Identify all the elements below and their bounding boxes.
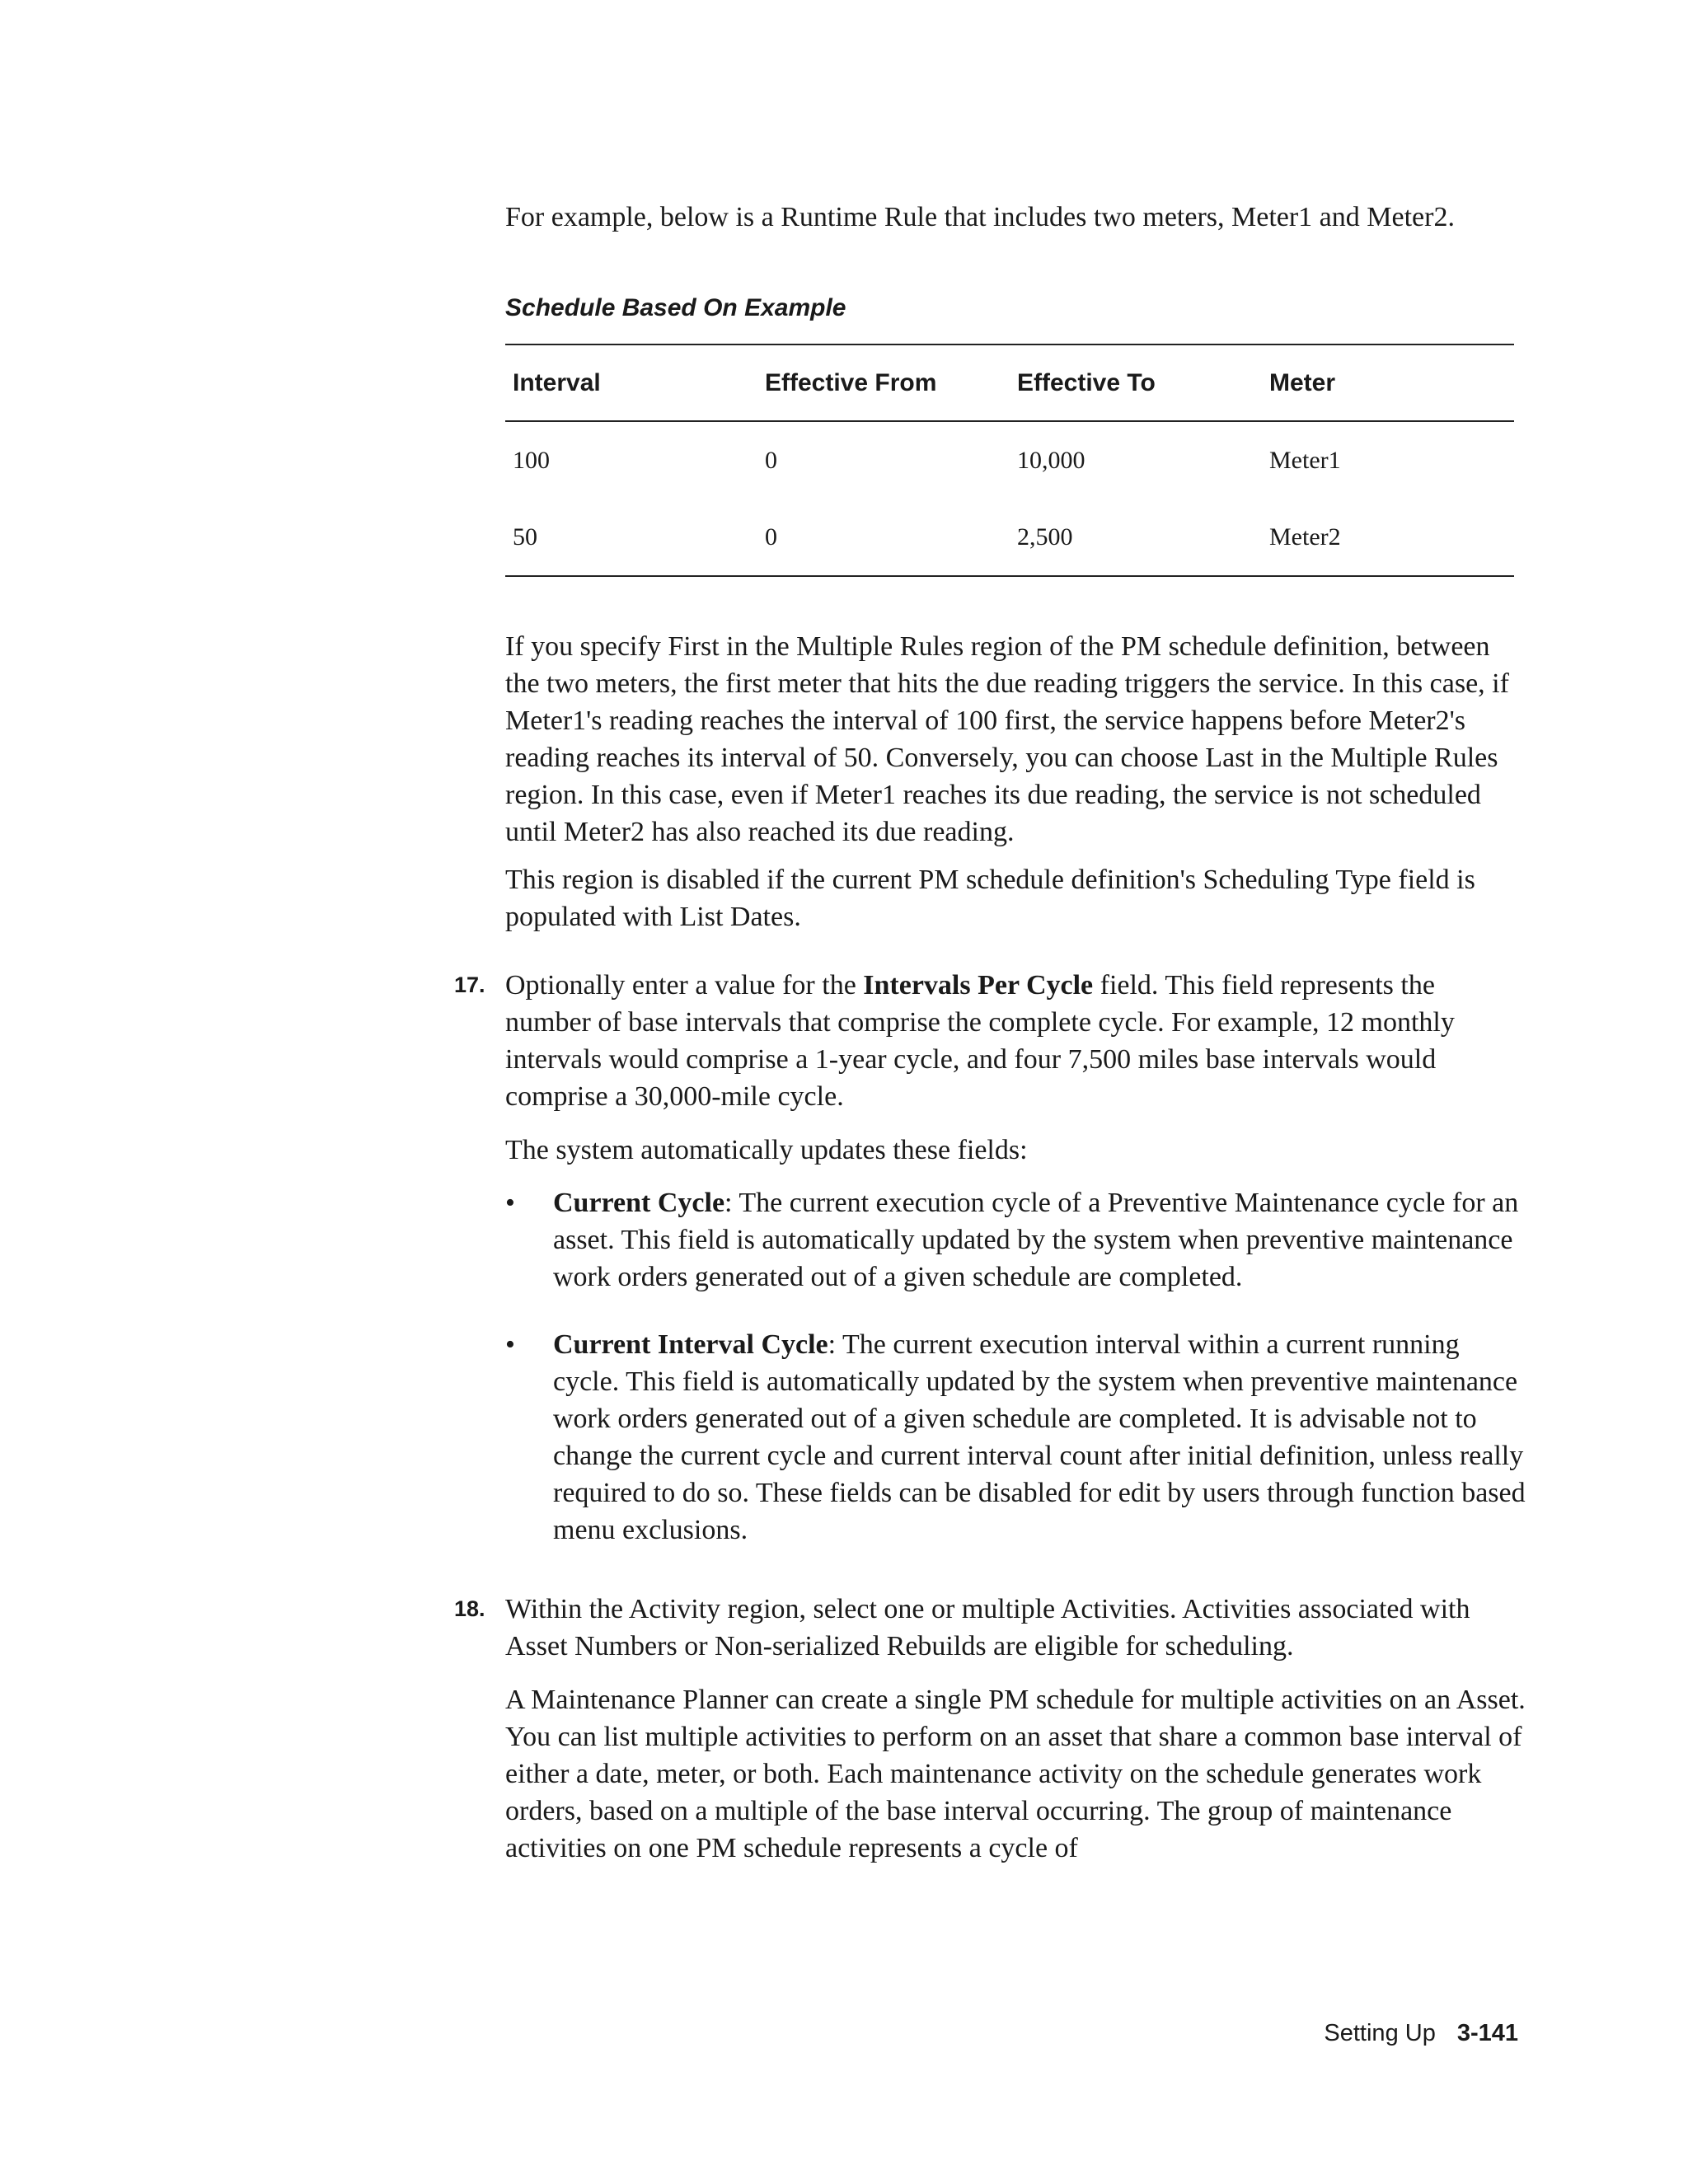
cell-meter: Meter1 bbox=[1269, 446, 1341, 474]
cell-effective-from: 0 bbox=[765, 446, 777, 474]
list-item bbox=[505, 1326, 1526, 1549]
page-footer bbox=[1324, 2020, 1518, 2047]
cell-effective-from: 0 bbox=[765, 523, 777, 551]
table-caption: Schedule Based On Example bbox=[505, 294, 846, 321]
column-header-interval: Interval bbox=[513, 368, 601, 396]
disabled-note-paragraph: This region is disabled if the current PM schedule definition's Scheduling Type field is populated with List Dates. bbox=[505, 865, 1475, 932]
step-17-text-after: field. This field represents the number of base intervals that comprise the complete cycle. For example, 12 monthly intervals would comprise a 1-year cycle, and four 7,500 miles base intervals would comprise a 30,000-mile cycle. bbox=[505, 970, 1455, 1112]
table-row bbox=[505, 499, 1514, 575]
cell-effective-to: 2,500 bbox=[1017, 523, 1073, 551]
bullet-term: Current Interval Cycle bbox=[553, 1329, 828, 1360]
bullet-text: : The current execution interval within a current running cycle. This field is automatically updated by the system when preventive maintenance work orders generated out of a given schedule are completed. It is advisable not to change the current cycle and current interval count after initial definition, unless really required to do so. These fields can be disabled for edit by users through function based menu exclusions. bbox=[553, 1329, 1526, 1545]
footer-section-title: Setting Up bbox=[1324, 2020, 1436, 2046]
intro-paragraph: For example, below is a Runtime Rule that includes two meters, Meter1 and Meter2. bbox=[505, 202, 1455, 232]
column-header-effective-to: Effective To bbox=[1017, 368, 1156, 396]
cell-meter: Meter2 bbox=[1269, 523, 1341, 551]
table-header-row bbox=[505, 345, 1514, 422]
step-18 bbox=[454, 1591, 1527, 1665]
auto-update-paragraph: The system automatically updates these fields: bbox=[505, 1135, 1028, 1165]
bullet-term: Current Cycle bbox=[553, 1188, 725, 1218]
column-header-effective-from: Effective From bbox=[765, 368, 937, 396]
bullet-icon: • bbox=[505, 1188, 515, 1218]
step-number: 18. bbox=[454, 1596, 485, 1621]
bullet-icon: • bbox=[505, 1329, 515, 1360]
multiple-rules-paragraph: If you specify First in the Multiple Rules region of the PM schedule definition, between the two meters, the first meter that hits the due reading triggers the service. In this case, if Meter1's reading reaches the interval of 100 first, the service happens before Meter2's reading reaches its interval of 50. Conversely, you can choose Last in the Multiple Rules region. In this case, even if Meter1 reaches its due reading, the service is not scheduled until Meter2 has also reached its due reading. bbox=[505, 631, 1509, 847]
cell-effective-to: 10,000 bbox=[1017, 446, 1085, 474]
step-number: 17. bbox=[454, 972, 485, 997]
intervals-per-cycle-field-name: Intervals Per Cycle bbox=[863, 970, 1094, 1001]
table-row bbox=[505, 422, 1514, 499]
step-18-text: Within the Activity region, select one or multiple Activities. Activities associated with Asset Numbers or Non-serialized Rebuilds are eligible for scheduling. bbox=[505, 1594, 1470, 1661]
bullet-text: : The current execution cycle of a Preventive Maintenance cycle for an asset. This field is automatically updated by the system when preventive maintenance work orders generated out of a given schedule are completed. bbox=[553, 1188, 1519, 1292]
step-17 bbox=[454, 967, 1527, 1115]
page-number: 3-141 bbox=[1456, 2020, 1518, 2046]
planner-paragraph: A Maintenance Planner can create a single PM schedule for multiple activities on an Asset. You can list multiple activities to perform on an asset that share a common base interval of either a date, meter, or both. Each maintenance activity on the schedule generates work orders, based on a multiple of the base interval occurring. The group of maintenance activities on one PM schedule represents a cycle of bbox=[505, 1685, 1526, 1863]
cell-interval: 50 bbox=[513, 523, 537, 551]
column-header-meter: Meter bbox=[1269, 368, 1336, 396]
step-17-text-before: Optionally enter a value for the bbox=[505, 970, 864, 1001]
cell-interval: 100 bbox=[513, 446, 550, 474]
schedule-table bbox=[505, 344, 1514, 577]
step-17-text bbox=[505, 967, 1527, 1115]
list-item bbox=[505, 1184, 1526, 1296]
